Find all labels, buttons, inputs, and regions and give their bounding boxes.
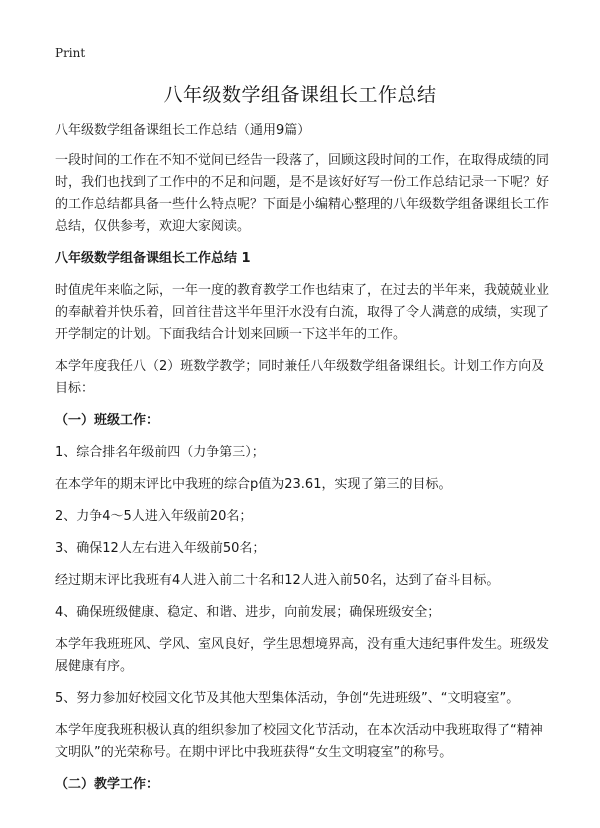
- sub-heading-class-work: （一）班级工作：: [55, 413, 160, 428]
- list-item-1-detail: 在本学年的期末评比中我班的综合p值为23.61，实现了第三的目标。: [55, 477, 452, 492]
- intro-paragraph: 一段时间的工作在不知不觉间已经告一段落了，回顾这段时间的工作，在取得成绩的同时，我们也找到了工作中的不足和问题，是不是该好好写一份工作总结记录一下呢？好的工作总结都具备一些什么特点呢？下面是小编精心整理的八年级数学组备课组长工作总结，仅供参考，欢迎大家阅读。: [55, 153, 550, 234]
- document-subtitle: 八年级数学组备课组长工作总结（通用9篇）: [55, 123, 311, 138]
- section-heading-1: 八年级数学组备课组长工作总结 1: [55, 251, 251, 266]
- list-item-4: 4、确保班级健康、稳定、和谐、进步，向前发展；确保班级安全；: [55, 605, 441, 620]
- page-title: 八年级数学组备课组长工作总结: [163, 84, 437, 106]
- list-item-4-detail: 本学年我班班风、学风、室风良好，学生思想境界高，没有重大违纪事件发生。班级发展健康有序。: [55, 637, 550, 674]
- list-item-5: 5、努力参加好校园文化节及其他大型集体活动，争创“先进班级”、“文明寝室”。: [55, 691, 520, 706]
- list-item-3-detail: 经过期末评比我班有4人进入前二十名和12人进入前50名，达到了奋斗目标。: [55, 573, 500, 588]
- paragraph-2: 本学年度我任八（2）班数学教学；同时兼任八年级数学组备课组长。计划工作方向及目标：: [55, 359, 545, 396]
- paragraph-1: 时值虎年来临之际，一年一度的教育教学工作也结束了，在过去的半年来，我兢兢业业的奉献着并快乐着，回首往昔这半年里汗水没有白流，取得了令人满意的成绩，实现了开学制定的计划。下面我结合计划来回顾一下这半年的工作。: [55, 283, 550, 342]
- list-item-1: 1、综合排名年级前四（力争第三）；: [55, 445, 265, 460]
- list-item-2: 2、力争4～5人进入年级前20名；: [55, 509, 253, 524]
- document-body: [55, 120, 552, 806]
- sub-heading-teaching-work: （二）教学工作：: [55, 777, 160, 792]
- print-label: Print: [55, 46, 86, 60]
- list-item-5-detail: 本学年度我班积极认真的组织参加了校园文化节活动，在本次活动中我班取得了“精神文明队”的光荣称号。在期中评比中我班获得“女生文明寝室”的称号。: [55, 723, 543, 760]
- list-item-3: 3、确保12人左右进入年级前50名；: [55, 541, 266, 556]
